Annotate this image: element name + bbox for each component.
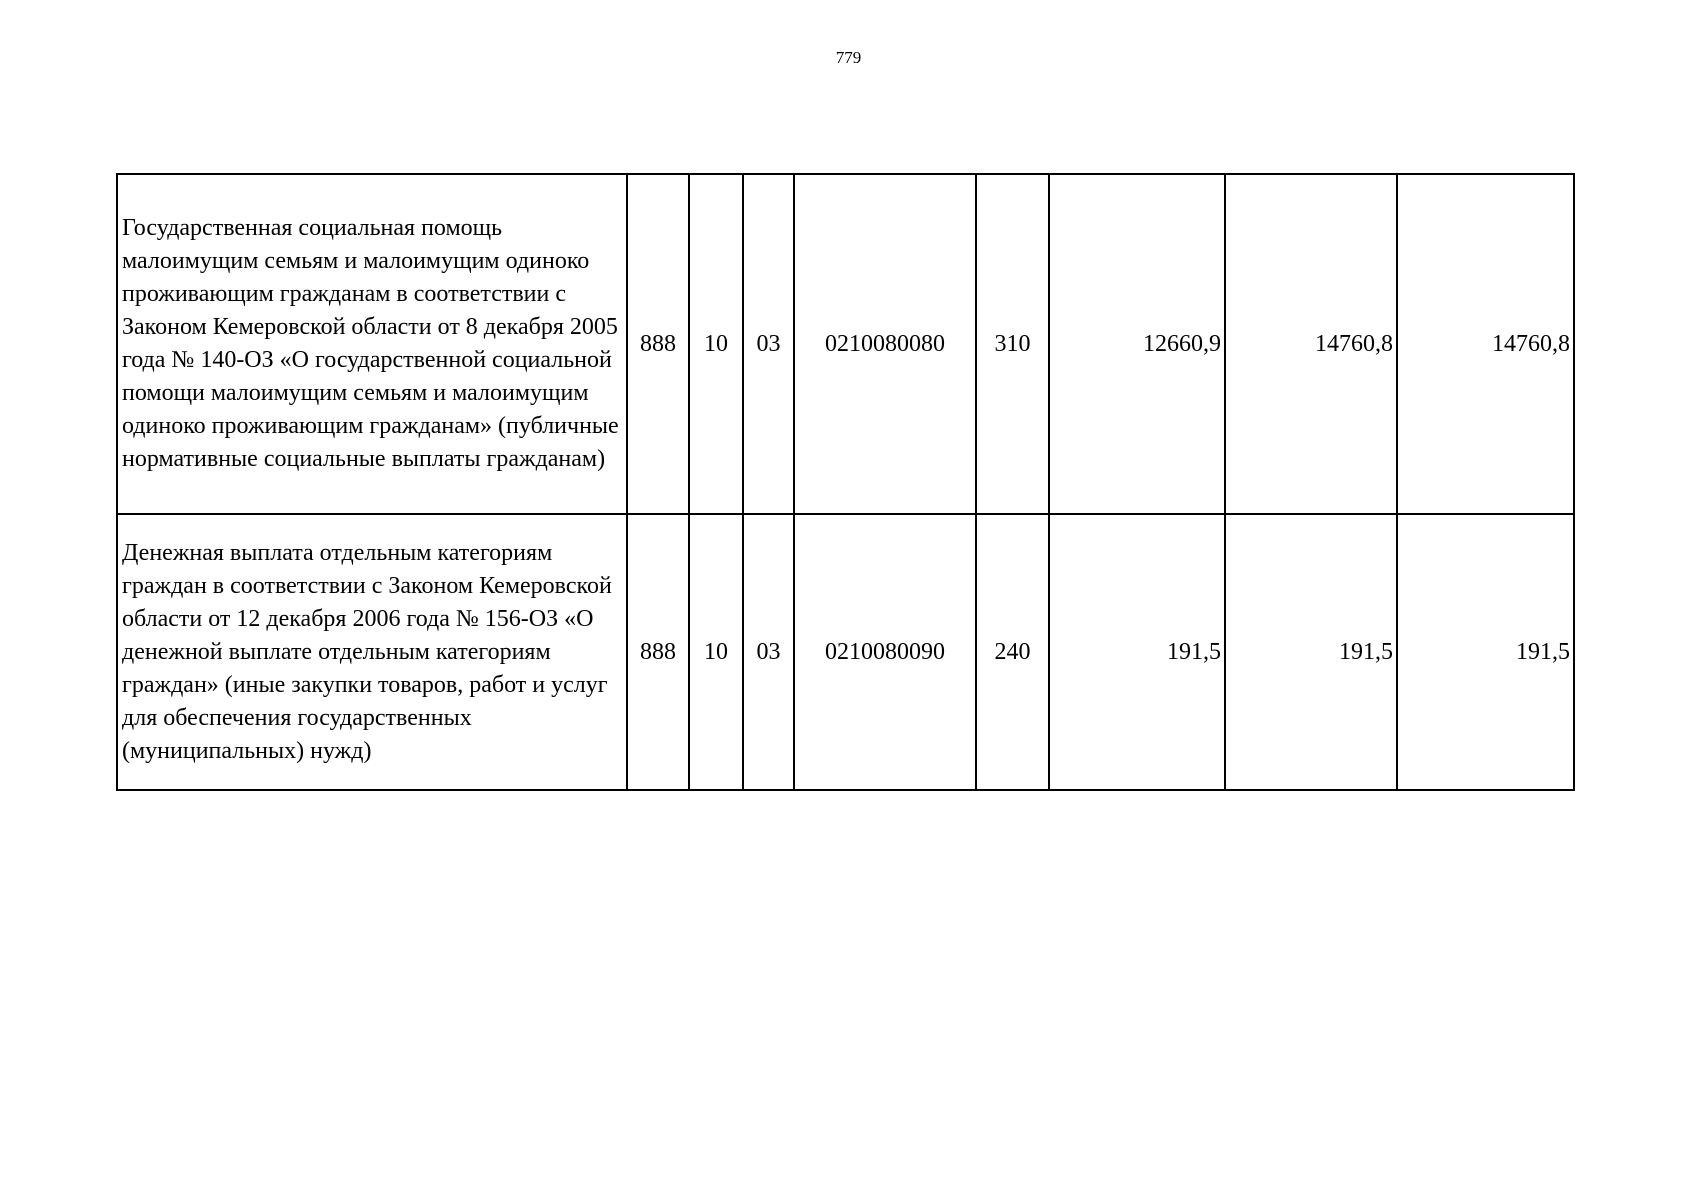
amount-year-3: 14760,8 [1397,174,1574,514]
table-row [117,514,1574,790]
ministry-code: 888 [627,514,689,790]
section-code: 10 [689,174,743,514]
row-description: Государственная социальная помощь малоимущим семьям и малоимущим одиноко проживающим гражданам в соответствии с Законом Кемеровской области от 8 декабря 2005 года № 140-ОЗ «О государственной социальной помощи малоимущим семьям и малоимущим одиноко проживающим гражданам» (публичные нормативные социальные выплаты гражданам) [117,174,627,514]
amount-year-2: 14760,8 [1225,174,1397,514]
ministry-code: 888 [627,174,689,514]
row-description: Денежная выплата отдельным категориям граждан в соответствии с Законом Кемеровской области от 12 декабря 2006 года № 156-ОЗ «О денежной выплате отдельным категориям граждан» (иные закупки товаров, работ и услуг для обеспечения государственных (муниципальных) нужд) [117,514,627,790]
section-code: 10 [689,514,743,790]
amount-year-1: 12660,9 [1049,174,1225,514]
subsection-code: 03 [743,514,794,790]
expense-type-code: 240 [976,514,1049,790]
target-article-code: 0210080090 [794,514,976,790]
page-number: 779 [835,48,862,67]
amount-year-2: 191,5 [1225,514,1397,790]
amount-year-1: 191,5 [1049,514,1225,790]
expense-type-code: 310 [976,174,1049,514]
target-article-code: 0210080080 [794,174,976,514]
table-row [117,174,1574,514]
budget-table [116,173,1575,791]
amount-year-3: 191,5 [1397,514,1574,790]
subsection-code: 03 [743,174,794,514]
